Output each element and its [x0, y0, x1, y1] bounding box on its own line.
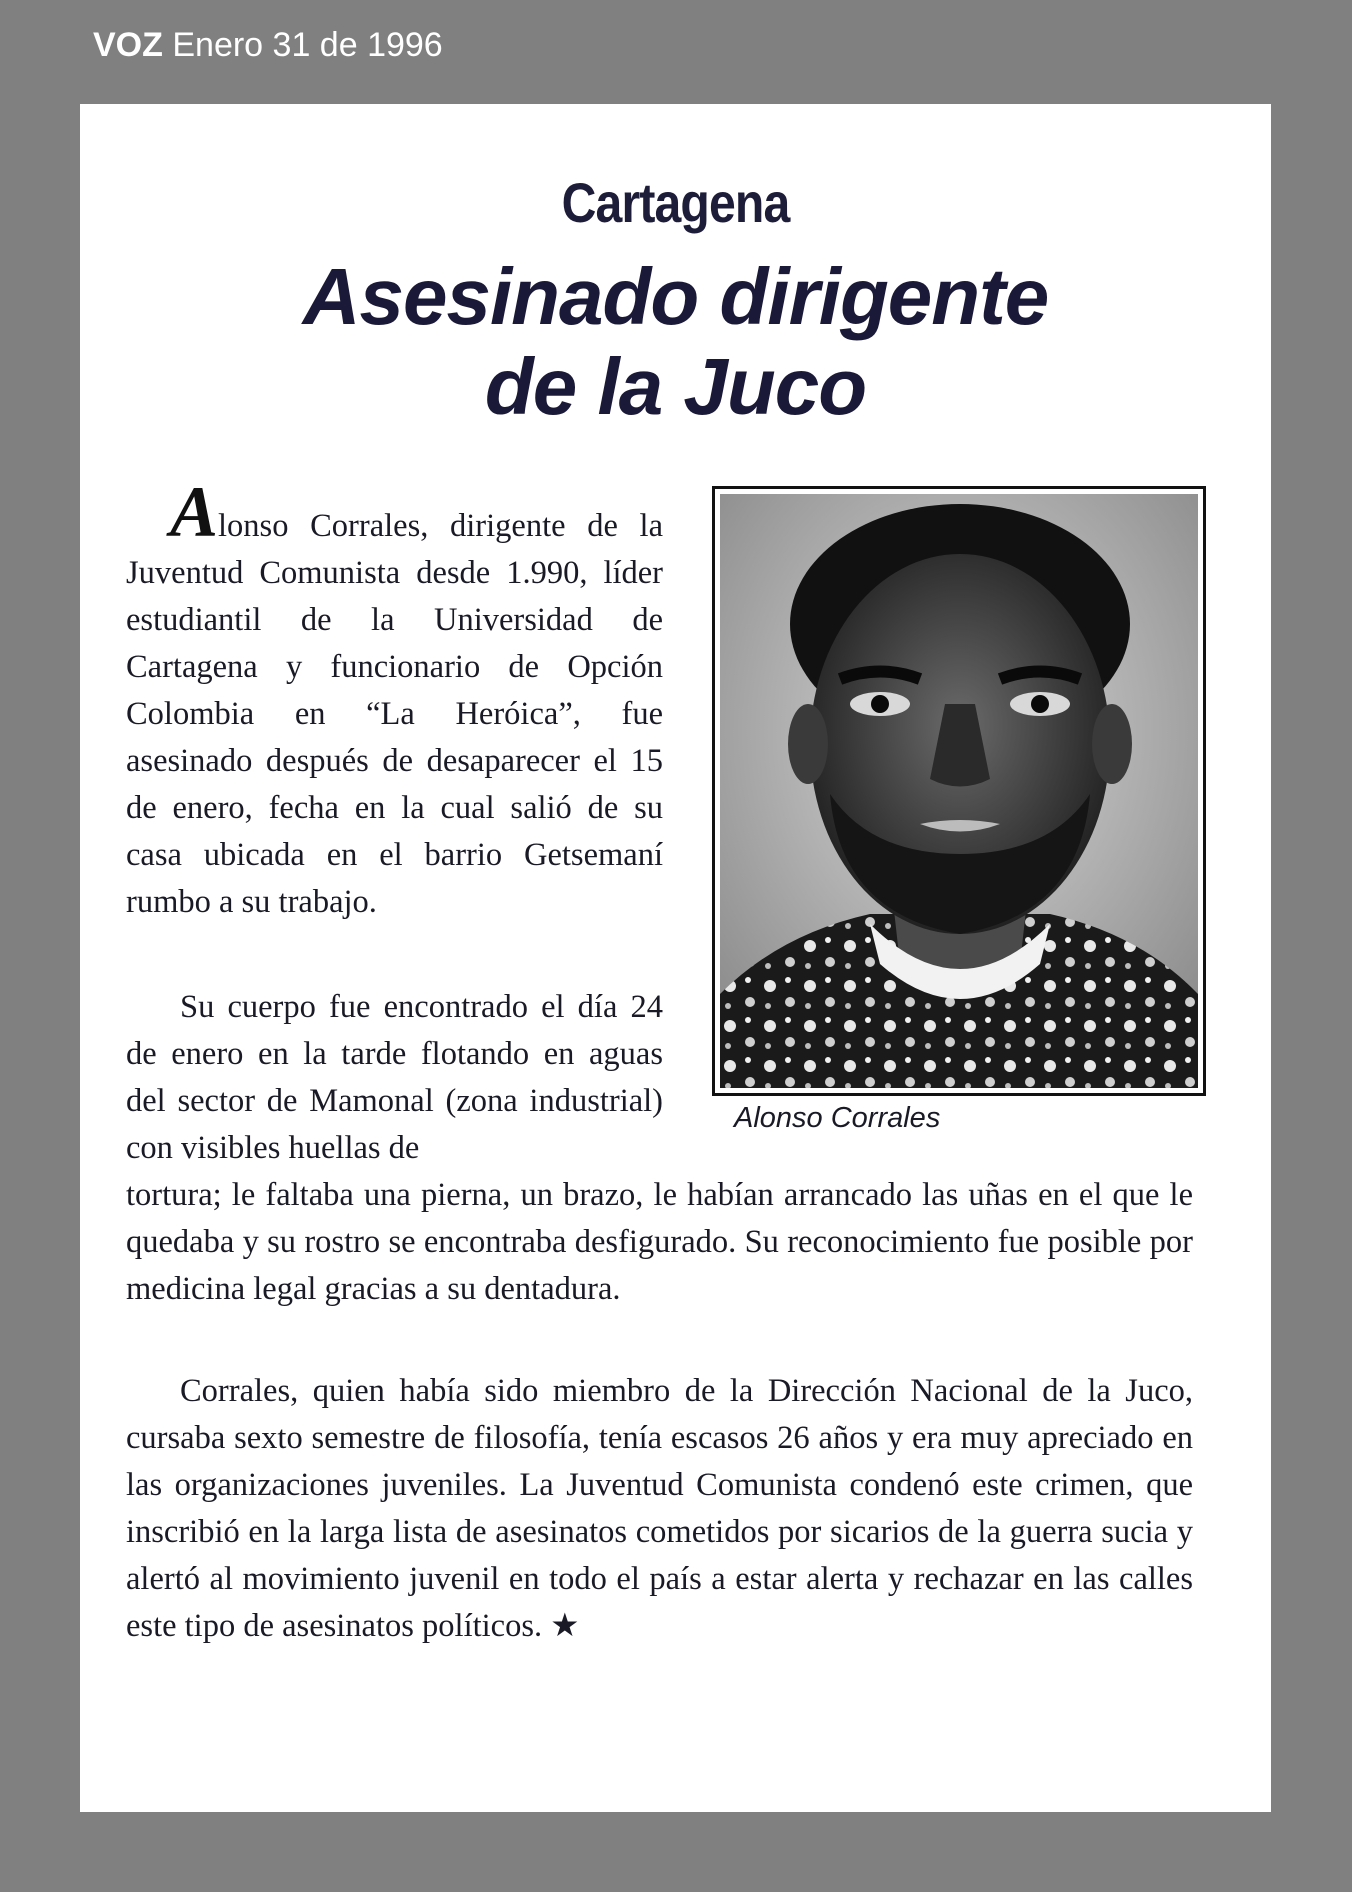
drop-cap: A	[170, 472, 219, 552]
paragraph-1	[126, 472, 663, 926]
portrait-image	[720, 494, 1198, 1088]
headline	[120, 252, 1231, 432]
newspaper-clipping	[80, 104, 1271, 1812]
paragraph-2-continued: tortura; le faltaba una pierna, un brazo, le habían arrancado las uñas en el que le quedaba y su rostro se encontraba desfigurado. Su reconocimiento fue posible por medicina legal gracias a su dentadura.	[126, 1177, 1193, 1307]
publication-date: Enero 31 de 1996	[172, 26, 443, 64]
portrait-photo	[712, 486, 1206, 1096]
section-title: Cartagena	[561, 171, 790, 234]
headline-line-1: Asesinado dirigente	[302, 252, 1049, 341]
paragraph-3-text: Corrales, quien había sido miembro de la Dirección Nacional de la Juco, cursaba sexto semestre de filosofía, tenía escasos 26 años y era muy apreciado en las organizaciones juveniles. La Juventud Comunista condenó este crimen, que inscribió en la larga lista de asesinatos cometidos por sicarios de la guerra sucia y alertó al movimiento juvenil en todo el país a estar alerta y rechazar en las calles este tipo de asesinatos políticos.	[126, 1373, 1193, 1644]
publication-name: VOZ	[93, 26, 163, 64]
end-star-icon: ★	[550, 1608, 580, 1644]
paragraph-2-column: Su cuerpo fue encontrado el día 24 de enero en la tarde flotando en aguas del sector de Mamonal (zona industrial) con visibles huellas de	[126, 989, 663, 1166]
photo-caption: Alonso Corrales	[734, 1102, 941, 1134]
paragraph-3	[126, 1368, 1193, 1650]
paragraph-1-text: lonso Corrales, dirigente de la Juventud Comunista desde 1.990, líder estudiantil de la Universidad de Cartagena y funcionario de Opción Colombia en “La Heróica”, fue asesinado después de desaparecer el 15 de enero, fecha en la cual salió de su casa ubicada en el barrio Getsemaní rumbo a su trabajo.	[126, 508, 663, 920]
headline-line-2: de la Juco	[484, 342, 867, 431]
document-header	[93, 26, 443, 65]
